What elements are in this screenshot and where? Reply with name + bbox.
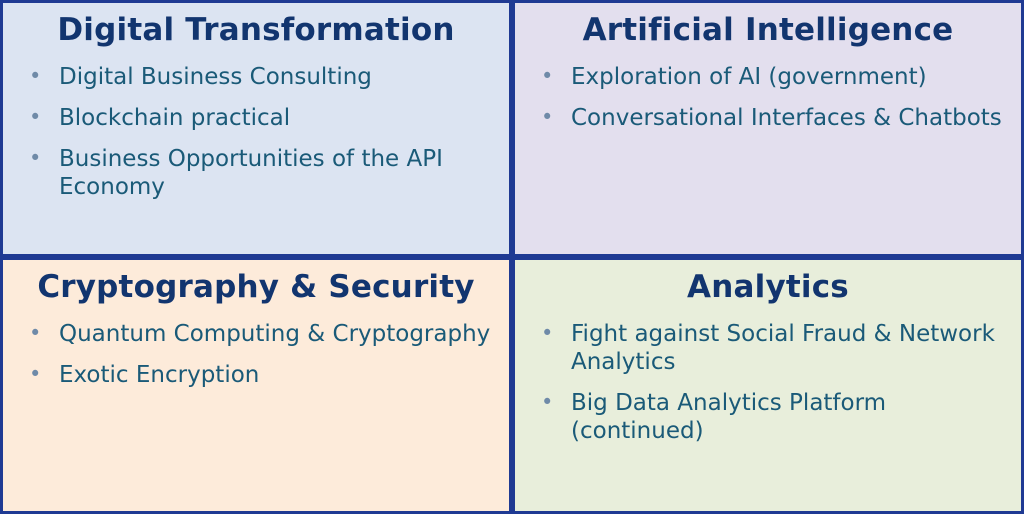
quadrant-digital-transformation: [0, 0, 512, 257]
list-item-label: Quantum Computing & Cryptography: [59, 321, 491, 348]
list-item-label: Business Opportunities of the API Economy: [59, 146, 443, 201]
bullet-icon: •: [29, 362, 42, 387]
quadrant-analytics: [512, 257, 1024, 514]
quadrant-title: Analytics: [687, 269, 849, 305]
list-item-label: Conversational Interfaces & Chatbots: [571, 105, 1002, 132]
list-item-label: Fight against Social Fraud & Network Analytics: [571, 321, 995, 376]
list-item-label: Exotic Encryption: [59, 362, 260, 389]
list-item: [29, 104, 491, 132]
quadrant-title: Digital Transformation: [57, 12, 455, 48]
list-item: [541, 63, 1003, 91]
quadrant-title: Artificial Intelligence: [582, 12, 954, 48]
bullet-icon: •: [29, 321, 42, 346]
bullet-icon: •: [541, 390, 554, 415]
list-item: [29, 63, 491, 91]
quadrant-title: Cryptography & Security: [37, 269, 475, 305]
quadrant-item-list: [529, 320, 1007, 458]
list-item: [29, 145, 491, 201]
list-item-label: Exploration of AI (government): [571, 64, 927, 91]
list-item-label: Blockchain practical: [59, 105, 291, 132]
bullet-icon: •: [29, 105, 42, 130]
list-item-label: Big Data Analytics Platform (continued): [571, 390, 887, 445]
list-item: [541, 104, 1003, 132]
quadrant-cryptography-security: [0, 257, 512, 514]
list-item: [541, 320, 1003, 376]
list-item: [541, 389, 1003, 445]
list-item: [29, 361, 491, 389]
bullet-icon: •: [541, 321, 554, 346]
list-item-label: Digital Business Consulting: [59, 64, 372, 91]
bullet-icon: •: [541, 64, 554, 89]
bullet-icon: •: [29, 64, 42, 89]
quadrant-item-list: [17, 320, 495, 402]
quadrant-item-list: [17, 63, 495, 214]
quadrant-artificial-intelligence: [512, 0, 1024, 257]
bullet-icon: •: [29, 146, 42, 171]
list-item: [29, 320, 491, 348]
quadrant-item-list: [529, 63, 1007, 145]
bullet-icon: •: [541, 105, 554, 130]
